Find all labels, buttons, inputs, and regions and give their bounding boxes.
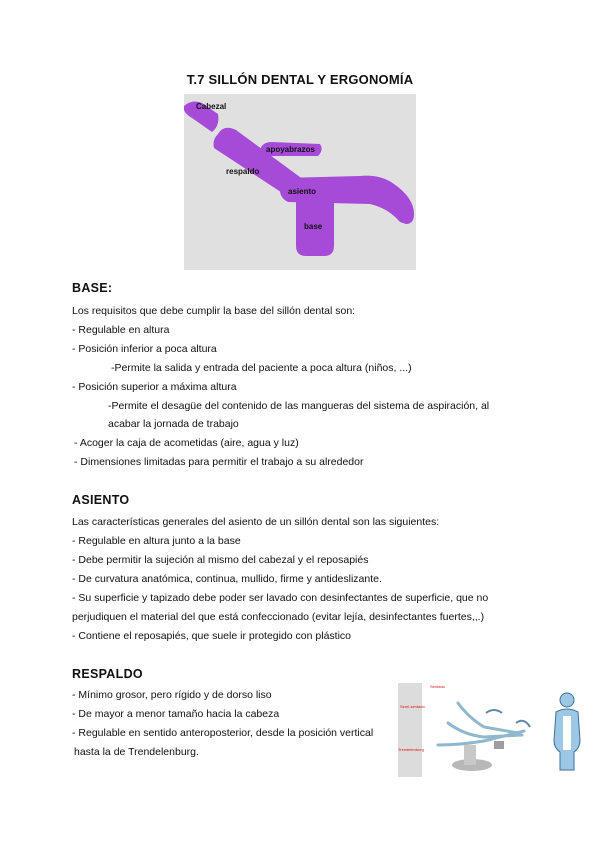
asiento-line-2: - Debe permitir la sujeción al mismo del cabezal y el reposapiés [72,554,369,566]
heading-asiento: ASIENTO [72,493,130,507]
chair-column-shape [464,745,476,765]
asiento-line-5: perjudiquen el material del que está confeccionado (evitar lejía, desinfectantes fuertes,,.) [72,611,485,623]
ergonomic-body-image [552,690,582,774]
asiento-line-6: - Contiene el reposapiés, que suele ir protegido con plástico [72,630,352,642]
base-line-6: acabar la jornada de trabajo [108,418,239,430]
respaldo-line-1: - De mayor a menor tamaño hacia la cabeza [72,708,280,720]
base-line-1: - Regulable en altura [72,324,170,336]
heading-base: BASE: [72,281,113,295]
respaldo-line-2: - Regulable en sentido anteroposterior, desde la posición vertical [72,727,374,739]
label-asiento: asiento [288,187,317,196]
chair-positions-image [398,683,534,777]
grey-strip [398,683,422,777]
base-line-3: -Permite la salida y entrada del paciente a poca altura (niños, ...) [111,362,412,374]
base-line-8: - Dimensiones limitadas para permitir el trabajo a su alrededor [74,456,364,468]
label-apoyabrazos: apoyabrazos [266,145,315,154]
base-line-4: - Posición superior a máxima altura [72,381,237,393]
label-base: base [304,222,323,231]
label-cabezal: Cabezal [196,102,227,111]
spine-shape [563,716,571,750]
base-line-7: - Acoger la caja de acometidas (aire, agua y luz) [74,437,299,449]
label-semi-sentado: Semi-sentado [400,704,425,709]
label-respaldo: respaldo [226,167,260,176]
asiento-line-3: - De curvatura anatómica, continua, mullido, firme y antideslizante. [72,573,382,585]
label-sentado: Sentado [430,684,445,689]
chair-pedal-shape [494,741,504,749]
respaldo-line-0: - Mínimo grosor, pero rígido y de dorso liso [72,689,272,701]
asiento-line-1: - Regulable en altura junto a la base [72,535,241,547]
label-trendelenburg: Trendelenburg [398,747,424,752]
asiento-line-0: Las características generales del asiento de un sillón dental son las siguientes: [72,516,440,528]
base-line-5: -Permite el desagüe del contenido de las mangueras del sistema de aspiración, al [108,400,490,412]
base-line-2: - Posición inferior a poca altura [72,343,217,355]
head-shape [560,693,574,707]
base-line-0: Los requisitos que debe cumplir la base del sillón dental son: [72,305,356,317]
heading-respaldo: RESPALDO [72,667,143,681]
dental-chair-diagram [184,94,416,270]
respaldo-line-3: hasta la de Trendelenburg. [74,746,199,758]
page-title: T.7 SILLÓN DENTAL Y ERGONOMÍA [186,72,414,87]
asiento-line-4: - Su superficie y tapizado debe poder ser lavado con desinfectantes de superficie, que no [72,592,489,604]
